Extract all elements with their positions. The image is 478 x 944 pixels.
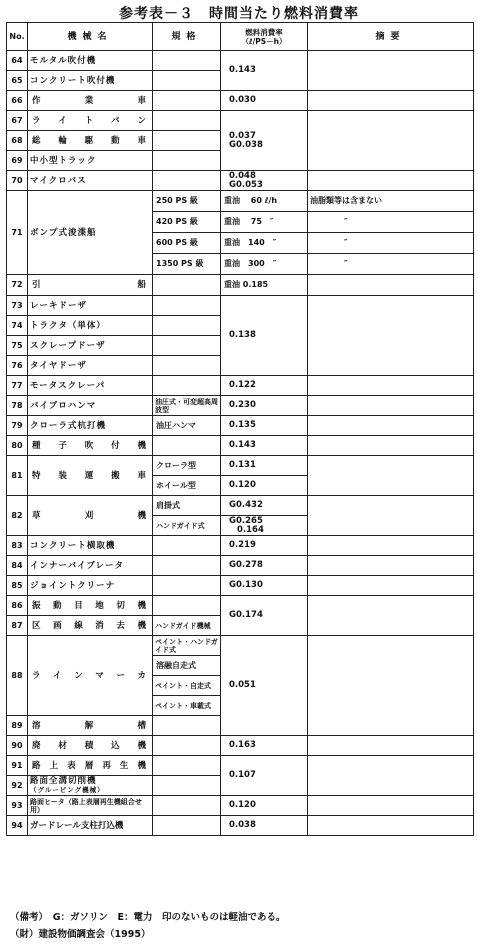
fuel-value-diesel: 0.164 [237, 524, 264, 535]
row-no: 67 [7, 111, 28, 131]
page-title: 参考表－３ 時間当たり燃料消費率 [119, 6, 359, 22]
footnote-remarks: （備考） G：ガソリン E：電力 印のないものは軽油である。 [10, 912, 286, 923]
fuel-value [221, 516, 308, 536]
fuel-value [221, 171, 308, 191]
table-row [7, 496, 474, 516]
spec-value: 1350 PS 級 [153, 254, 221, 275]
header-fuel [221, 23, 308, 51]
note-value: ″ [308, 212, 474, 233]
table-row [7, 796, 474, 816]
machine-name [28, 776, 153, 796]
fuel-value-gasoline: G0.038 [229, 139, 263, 150]
spec-value: 油圧ハンマ [153, 416, 221, 436]
row-no: 90 [7, 736, 28, 756]
row-no: 81 [7, 456, 28, 496]
fuel-value: 0.163 [221, 736, 308, 756]
table-row [7, 816, 474, 836]
note-value: ″ [308, 254, 474, 275]
machine-name: モータスクレーパ [28, 376, 153, 396]
spec-value: ハンドガイド機械 [153, 616, 221, 636]
row-no: 66 [7, 91, 28, 111]
machine-name: 草刈機 [28, 496, 153, 536]
fuel-value: 重油 140 ″ [221, 233, 308, 254]
machine-name: レーキドーザ [28, 296, 153, 316]
machine-name: スクレープドーザ [28, 336, 153, 356]
header-spec: 規格 [153, 23, 221, 51]
row-no: 83 [7, 536, 28, 556]
table-row [7, 576, 474, 596]
row-no: 71 [7, 191, 28, 275]
fuel-value: 0.131 [221, 456, 308, 476]
row-no: 84 [7, 556, 28, 576]
table-row [7, 171, 474, 191]
machine-name: ライトバン [28, 111, 153, 131]
table-row [7, 296, 474, 316]
fuel-value: 重油 75 ″ [221, 212, 308, 233]
machine-name: 種子吹付機 [28, 436, 153, 456]
fuel-value: 重油 60 ℓ/h [221, 191, 308, 212]
table-row [7, 416, 474, 436]
fuel-value: 0.122 [221, 376, 308, 396]
machine-name: 路上表層再生機 [28, 756, 153, 776]
spec-value: ホイール型 [153, 476, 221, 496]
table-row [7, 456, 474, 476]
machine-name: トラクタ（単体） [28, 316, 153, 336]
fuel-value: 0.120 [221, 476, 308, 496]
spec-value: 肩掛式 [153, 496, 221, 516]
machine-name: ジョイントクリーナ [28, 576, 153, 596]
machine-name: 中小型トラック [28, 151, 153, 171]
table-row [7, 736, 474, 756]
machine-name: 特装運搬車 [28, 456, 153, 496]
fuel-value: 0.120 [221, 796, 308, 816]
machine-name-sub: （グルービング機械） [30, 785, 105, 794]
header-note: 摘要 [308, 23, 474, 51]
spec-value: 油圧式・可変超高周波型 [153, 396, 221, 416]
machine-name: コンクリート吹付機 [28, 71, 153, 91]
row-no: 77 [7, 376, 28, 396]
header-fuel-unit: （ℓ/PS－h） [241, 36, 287, 46]
row-no: 64 [7, 51, 28, 71]
row-no: 73 [7, 296, 28, 316]
spec-value: 250 PS 級 [153, 191, 221, 212]
table-row [7, 596, 474, 616]
row-no: 86 [7, 596, 28, 616]
row-no: 75 [7, 336, 28, 356]
table-row [7, 536, 474, 556]
spec-value: ハンドガイド式 [153, 516, 221, 536]
table-row [7, 91, 474, 111]
fuel-value: 0.030 [221, 91, 308, 111]
row-no: 94 [7, 816, 28, 836]
machine-name: ガードレール支柱打込機 [28, 816, 153, 836]
fuel-value: 0.143 [221, 51, 308, 91]
machine-name: クローラ式杭打機 [28, 416, 153, 436]
table-row [7, 275, 474, 296]
fuel-value [221, 111, 308, 171]
row-no: 78 [7, 396, 28, 416]
machine-name: マイクロバス [28, 171, 153, 191]
table-row [7, 191, 474, 212]
fuel-value: G0.278 [221, 556, 308, 576]
spec-value: ペイント・車載式 [153, 696, 221, 716]
row-no: 92 [7, 776, 28, 796]
row-no: 87 [7, 616, 28, 636]
table-row [7, 51, 474, 71]
machine-name: 引船 [28, 275, 153, 296]
table-row [7, 756, 474, 776]
machine-name: 総輪駆動車 [28, 131, 153, 151]
note-value: ″ [308, 233, 474, 254]
row-no: 85 [7, 576, 28, 596]
fuel-value: 重油 0.185 [221, 275, 308, 296]
table-row [7, 396, 474, 416]
spec-value: 420 PS 級 [153, 212, 221, 233]
row-no: 72 [7, 275, 28, 296]
fuel-value: G0.432 [221, 496, 308, 516]
header-machine: 機械名 [28, 23, 153, 51]
fuel-value: 0.038 [221, 816, 308, 836]
fuel-value-gasoline: G0.053 [229, 179, 263, 190]
header-row [7, 23, 474, 51]
fuel-value: 0.143 [221, 436, 308, 456]
machine-name: ポンプ式浚渫船 [28, 191, 153, 275]
table-row [7, 556, 474, 576]
machine-name: 溶解槽 [28, 716, 153, 736]
fuel-value: 0.051 [221, 636, 308, 736]
fuel-value: 0.135 [221, 416, 308, 436]
table-row [7, 436, 474, 456]
row-no: 93 [7, 796, 28, 816]
fuel-value: G0.130 [221, 576, 308, 596]
spec-value: ペイント・自走式 [153, 676, 221, 696]
spec-value: ペイント・ハンドガイド式 [153, 636, 221, 656]
machine-name: 廃材積込機 [28, 736, 153, 756]
header-no: No. [7, 23, 28, 51]
fuel-value: 重油 300 ″ [221, 254, 308, 275]
machine-name: 路面ヒータ（路上表層再生機組合せ用） [28, 796, 153, 816]
row-no: 68 [7, 131, 28, 151]
spec-value: 600 PS 級 [153, 233, 221, 254]
fuel-value: G0.174 [221, 596, 308, 636]
row-no: 70 [7, 171, 28, 191]
machine-name: 区画線消去機 [28, 616, 153, 636]
header-fuel-label: 燃料消費率 [245, 27, 283, 37]
fuel-value: 0.138 [221, 296, 308, 376]
row-no: 65 [7, 71, 28, 91]
machine-name-main: 路面全溝切削機 [30, 775, 97, 786]
table-row [7, 111, 474, 131]
table-row [7, 636, 474, 656]
row-no: 91 [7, 756, 28, 776]
row-no: 76 [7, 356, 28, 376]
table-row [7, 376, 474, 396]
machine-name: モルタル吹付機 [28, 51, 153, 71]
row-no: 89 [7, 716, 28, 736]
fuel-value: 0.107 [221, 756, 308, 796]
fuel-value: 0.219 [221, 536, 308, 556]
row-no: 74 [7, 316, 28, 336]
machine-name: ラインマーカ [28, 636, 153, 716]
spec-value: 溶融自走式 [153, 656, 221, 676]
machine-name: バイブロハンマ [28, 396, 153, 416]
fuel-consumption-table [6, 22, 474, 836]
row-no: 80 [7, 436, 28, 456]
machine-name: コンクリート横取機 [28, 536, 153, 556]
note-value: 油脂類等は含まない [308, 191, 474, 212]
fuel-value-gasoline: G0.265 [229, 515, 263, 526]
fuel-value-diesel: 0.037 [229, 130, 256, 141]
row-no: 69 [7, 151, 28, 171]
machine-name: 振動目地切機 [28, 596, 153, 616]
row-no: 82 [7, 496, 28, 536]
spec-value: クローラ型 [153, 456, 221, 476]
row-no: 79 [7, 416, 28, 436]
fuel-value-diesel: 0.048 [229, 170, 256, 181]
machine-name: 作業車 [28, 91, 153, 111]
machine-name: タイヤドーザ [28, 356, 153, 376]
fuel-value: 0.230 [221, 396, 308, 416]
row-no: 88 [7, 636, 28, 716]
footnote-source: （財）建設物価調査会（1995） [10, 929, 151, 940]
machine-name: インナーバイブレータ [28, 556, 153, 576]
